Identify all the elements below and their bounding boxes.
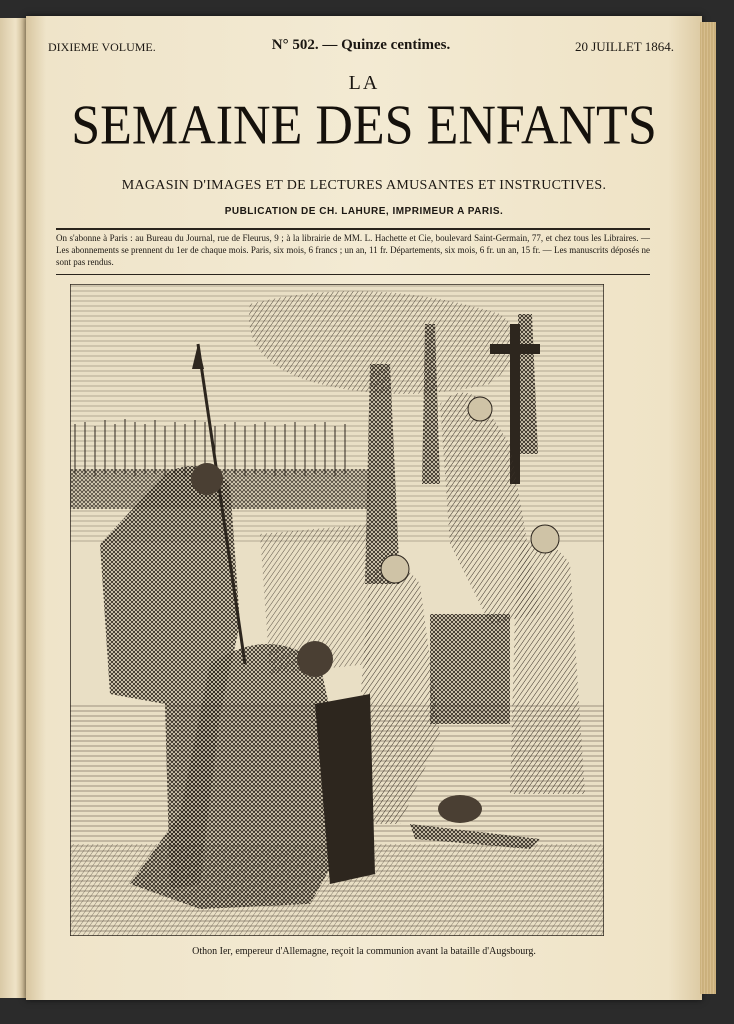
subscription-notice: On s'abonne à Paris : au Bureau du Journal, rue de Fleurus, 9 ; à la librairie de MM. L. Hachette et Cie, boulevard Saint-Germain, 77, et chez tous les Libraires. — Les abonnements se prennent du 1er de chaque mois. Paris, six mois, 6 francs ; un an, 11 fr. Départements, six mois, 6 fr. un an, 15 fr. — Les manuscrits déposés ne sont pas rendus. (56, 233, 650, 267)
facing-page-edge (0, 18, 27, 998)
bottom-rule (56, 274, 650, 275)
volume-label: DIXIEME VOLUME. (48, 40, 156, 54)
newspaper-page (26, 16, 702, 1000)
newspaper-title: SEMAINE DES ENFANTS (71, 94, 657, 157)
publisher-line: PUBLICATION DE CH. LAHURE, IMPRIMEUR A PARIS. (224, 206, 504, 217)
issue-date: 20 JUILLET 1864. (574, 39, 674, 54)
page-stack-edge (700, 22, 716, 994)
title-article: LA (348, 72, 380, 94)
illustration-caption: Othon Ier, empereur d'Allemagne, reçoit la communion avant la bataille d'Augsbourg. (192, 946, 536, 957)
newspaper-subtitle: MAGASIN D'IMAGES ET DE LECTURES AMUSANTES ET INSTRUCTIVES. (121, 178, 607, 193)
top-rule (56, 228, 650, 230)
issue-header (48, 36, 674, 58)
engraving-illustration (70, 284, 604, 936)
issue-number: N° 502. — Quinze centimes. (271, 37, 451, 53)
